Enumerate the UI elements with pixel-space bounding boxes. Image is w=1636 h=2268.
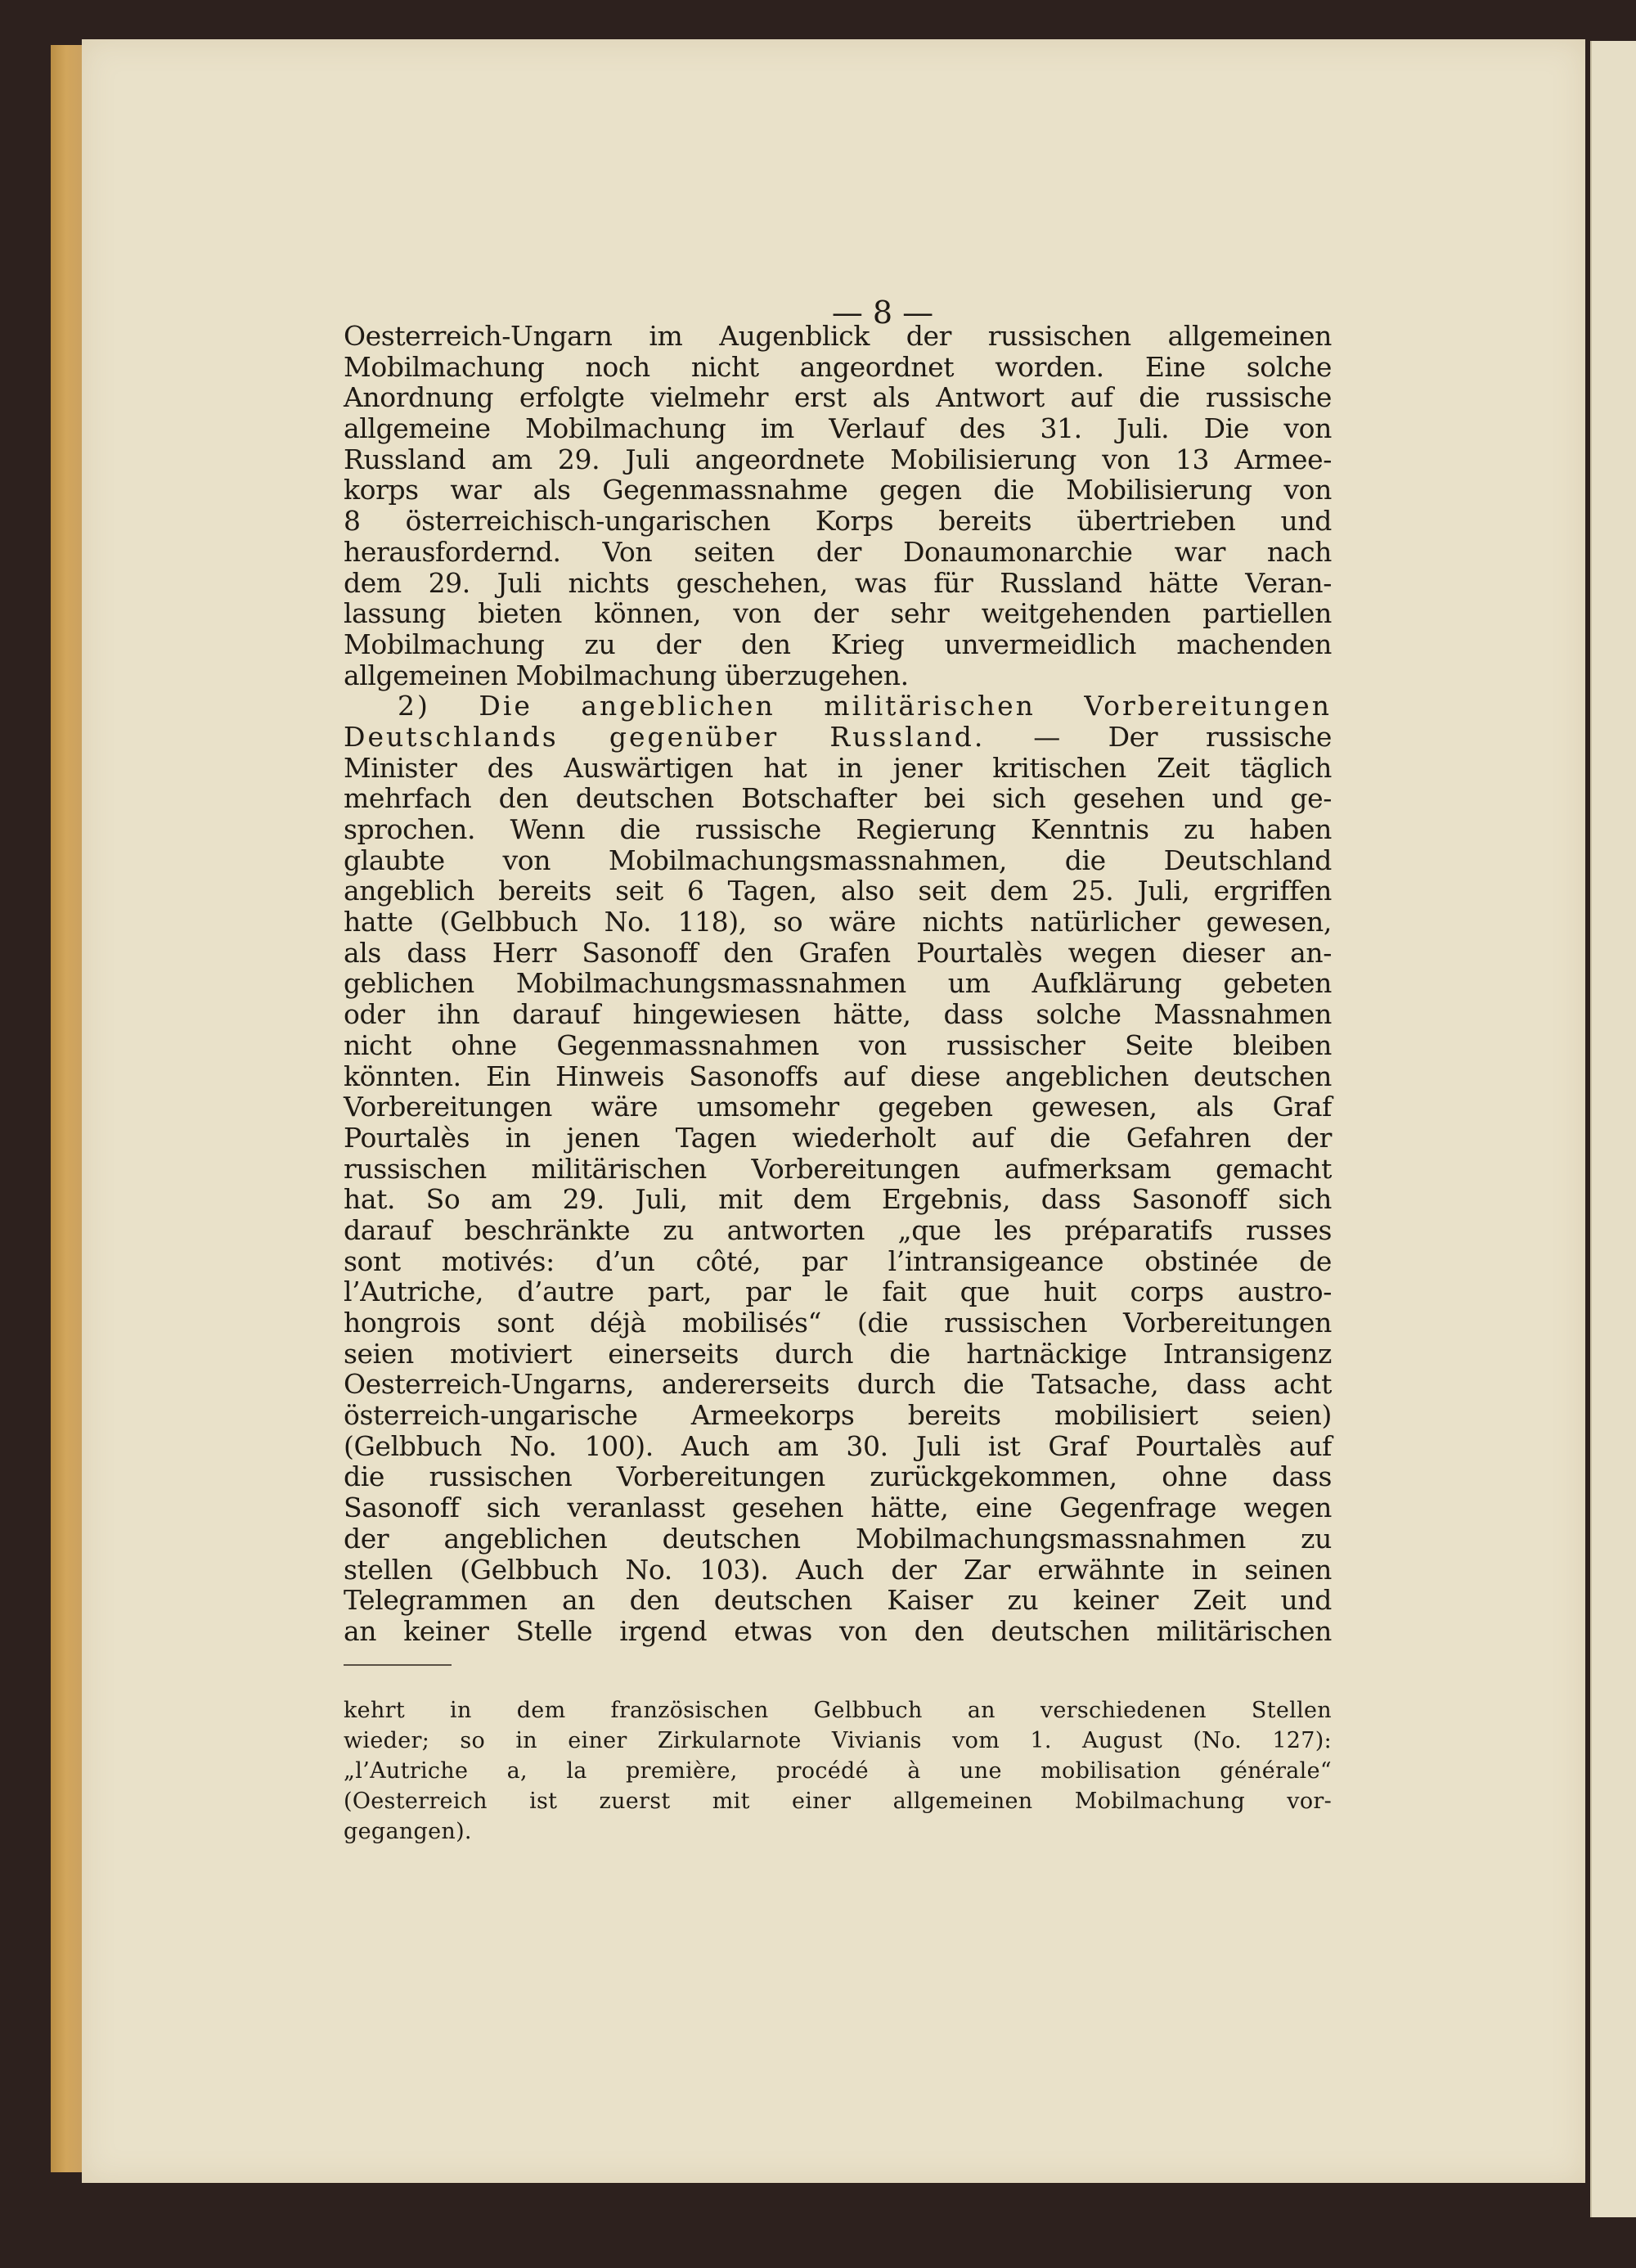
body-line: Russland am 29. Juli angeordnete Mobilisierung von 13 Armee- xyxy=(344,443,1332,475)
adjacent-page-edge xyxy=(1590,41,1636,2217)
body-line: Vorbereitungen wäre umsomehr gegeben gewesen, als Graf xyxy=(344,1091,1332,1123)
body-line: der angeblichen deutschen Mobilmachungsmassnahmen zu xyxy=(344,1522,1332,1555)
body-line: allgemeine Mobilmachung im Verlauf des 31. Juli. Die von xyxy=(344,412,1332,445)
footnote-line: „l’Autriche a, la première, procédé à une mobilisation générale“ xyxy=(344,1758,1332,1784)
body-line: lassung bieten können, von der sehr weitgehenden partiellen xyxy=(344,597,1332,630)
body-line: geblichen Mobilmachungsmassnahmen um Aufklärung gebeten xyxy=(344,967,1332,1000)
body-line: österreich-ungarische Armeekorps bereits mobilisiert seien) xyxy=(344,1399,1332,1432)
body-line: darauf beschränkte zu antworten „que les préparatifs russes xyxy=(344,1213,1332,1246)
body-line: die russischen Vorbereitungen zurückgekommen, ohne dass xyxy=(344,1460,1332,1493)
body-line: seien motiviert einerseits durch die hartnäckige Intransigenz xyxy=(344,1337,1332,1370)
body-line: Minister des Auswärtigen hat in jener kritischen Zeit täglich xyxy=(344,751,1332,784)
body-line: l’Autriche, d’autre part, par le fait que huit corps austro- xyxy=(344,1276,1332,1308)
body-line: Mobilmachung noch nicht angeordnet worden. Eine solche xyxy=(344,350,1332,383)
footnote-line: (Oesterreich ist zuerst mit einer allgemeinen Mobilmachung vor- xyxy=(344,1789,1332,1814)
body-line: allgemeinen Mobilmachung überzugehen. xyxy=(344,659,909,691)
body-line: nicht ohne Gegenmassnahmen von russischer Seite bleiben xyxy=(344,1028,1332,1061)
body-line: Telegrammen an den deutschen Kaiser zu keiner Zeit und xyxy=(344,1584,1332,1617)
body-line: 8 österreichisch-ungarischen Korps bereits übertrieben und xyxy=(344,505,1332,538)
footnote-line: wieder; so in einer Zirkularnote Vivianis vom 1. August (No. 127): xyxy=(344,1728,1332,1753)
body-line: hat. So am 29. Juli, mit dem Ergebnis, dass Sasonoff sich xyxy=(344,1183,1332,1216)
body-line: sprochen. Wenn die russische Regierung Kenntnis zu haben xyxy=(344,813,1332,845)
body-text xyxy=(344,321,1332,1647)
body-line: an keiner Stelle irgend etwas von den deutschen militärischen xyxy=(344,1614,1332,1647)
body-line: oder ihn darauf hingewiesen hätte, dass solche Massnahmen xyxy=(344,998,1332,1031)
body-line-text: — Der russische xyxy=(1033,720,1332,753)
body-line xyxy=(344,691,1332,722)
body-line xyxy=(344,722,1332,753)
footnote xyxy=(344,1695,1332,1847)
body-line: mehrfach den deutschen Botschafter bei sich gesehen und ge- xyxy=(344,782,1332,815)
footnote-line: gegangen). xyxy=(344,1819,472,1844)
spaced-heading: Deutschlands gegenüber Russland. xyxy=(344,720,986,753)
page-number: — 8 — xyxy=(831,295,934,331)
body-line: könnten. Ein Hinweis Sasonoffs auf diese angeblichen deutschen xyxy=(344,1060,1332,1092)
body-line: Oesterreich-Ungarn im Augenblick der russischen allgemeinen xyxy=(344,320,1332,352)
body-line: Oesterreich-Ungarns, andererseits durch die Tatsache, dass acht xyxy=(344,1368,1332,1401)
body-line: hongrois sont déjà mobilisés“ (die russischen Vorbereitungen xyxy=(344,1307,1332,1339)
body-line: sont motivés: d’un côté, par l’intransigeance obstinée de xyxy=(344,1244,1332,1277)
body-line: stellen (Gelbbuch No. 103). Auch der Zar erwähnte in seinen xyxy=(344,1553,1332,1586)
body-line: Anordnung erfolgte vielmehr erst als Antwort auf die russische xyxy=(344,381,1332,414)
body-line: als dass Herr Sasonoff den Grafen Pourtalès wegen dieser an- xyxy=(344,936,1332,969)
body-line: dem 29. Juli nichts geschehen, was für Russland hätte Veran- xyxy=(344,566,1332,599)
body-line: angeblich bereits seit 6 Tagen, also seit dem 25. Juli, ergriffen xyxy=(344,875,1332,907)
body-line: Mobilmachung zu der den Krieg unvermeidlich machenden xyxy=(344,628,1332,660)
body-line: Pourtalès in jenen Tagen wiederholt auf die Gefahren der xyxy=(344,1121,1332,1154)
body-line: korps war als Gegenmassnahme gegen die Mobilisierung von xyxy=(344,474,1332,506)
footnote-line: kehrt in dem französischen Gelbbuch an verschiedenen Stellen xyxy=(344,1698,1332,1723)
body-line: hatte (Gelbbuch No. 118), so wäre nichts natürlicher gewesen, xyxy=(344,906,1332,938)
body-line: (Gelbbuch No. 100). Auch am 30. Juli ist Graf Pourtalès auf xyxy=(344,1429,1332,1462)
body-line: glaubte von Mobilmachungsmassnahmen, die Deutschland xyxy=(344,844,1332,876)
body-line: Sasonoff sich veranlasst gesehen hätte, eine Gegenfrage wegen xyxy=(344,1492,1332,1524)
spaced-heading: 2) Die angeblichen militärischen Vorbereitungen xyxy=(398,690,1332,722)
body-line: herausfordernd. Von seiten der Donaumonarchie war nach xyxy=(344,535,1332,568)
body-line: russischen militärischen Vorbereitungen aufmerksam gemacht xyxy=(344,1152,1332,1185)
footnote-rule xyxy=(344,1664,452,1666)
